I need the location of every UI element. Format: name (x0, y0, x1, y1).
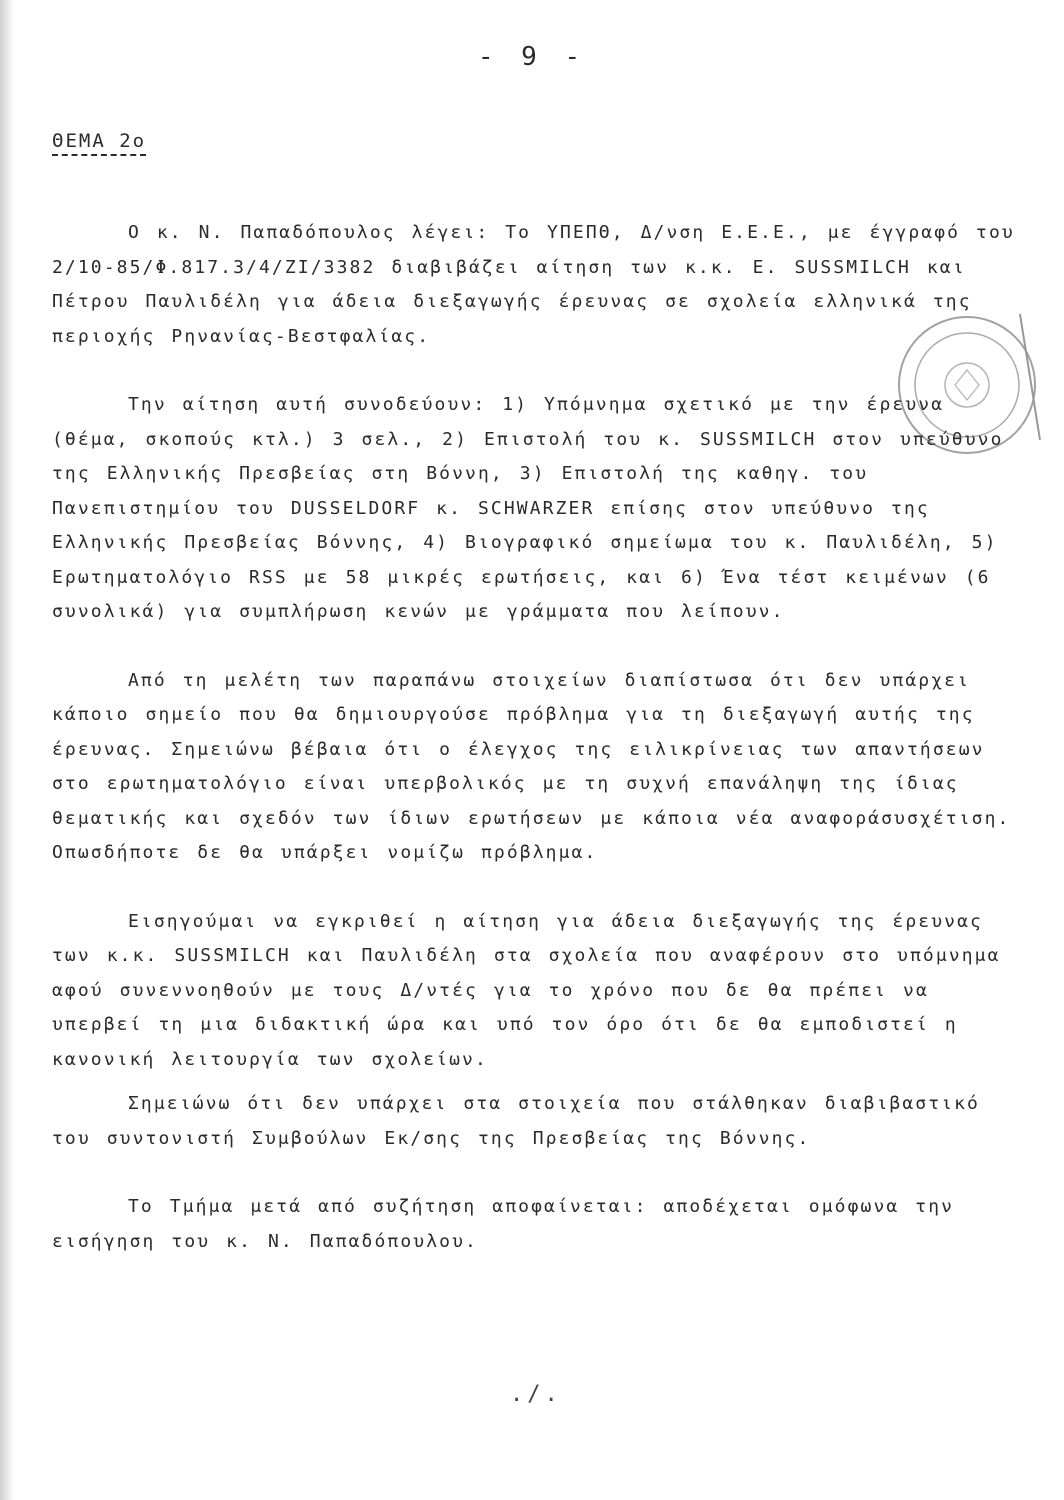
paragraph-decision (52, 1190, 1022, 1259)
continuation-mark: ./. (510, 1382, 562, 1407)
paragraph-note (52, 1087, 1022, 1156)
page-number: - 9 - (477, 42, 587, 72)
paragraph-text: Το Τμήμα μετά από συζήτηση αποφαίνεται: αποδέχεται ομόφωνα την εισήγηση του κ. Ν. Παπαδόπουλου. (52, 1196, 955, 1252)
paragraph-attachments (52, 388, 1022, 630)
paragraph-assessment (52, 664, 1022, 871)
paragraph-request (52, 216, 1022, 354)
paragraph-text: Σημειώνω ότι δεν υπάρχει στα στοιχεία που στάλθηκαν διαβιβαστικό του συντονιστή Συμβούλων Εκ/σης της Πρεσβείας της Βόννης. (52, 1093, 980, 1149)
official-seal-stamp (892, 310, 1042, 460)
paragraph-recommendation (52, 905, 1022, 1078)
document-body (52, 216, 1022, 1293)
section-title-text: ΘΕΜΑ 2ο (52, 130, 147, 152)
paragraph-text: Την αίτηση αυτή συνοδεύουν: 1) Υπόμνημα σχετικό με την έρευνα (θέμα, σκοπούς κτλ.) 3 σελ., 2) Επιστολή του κ. SUSSMILCH στον υπεύθυνο της Ελληνικής Πρεσβείας στη Βόννη, 3) Επιστολή της καθηγ. του Πανεπιστημίου του DUSSELDORF κ. SCHWARZER επίσης στον υπεύθυνο της Ελληνικής Πρεσβείας Βόννης, 4) Βιογραφικό σημείωμα του κ. Παυλιδέλη, 5) Ερωτηματολόγιο RSS με 58 μικρές ερωτήσεις, και 6) Ένα τέστ κειμένων (6 συνολικά) για συμπλήρωση κενών με γράμματα που λείπουν. (52, 394, 1004, 622)
paragraph-text: Από τη μελέτη των παραπάνω στοιχείων διαπίστωσα ότι δεν υπάρχει κάποιο σημείο που θα δημιουργούσε πρόβλημα για τη διεξαγωγή αυτής της έρευνας. Σημειώνω βέβαια ότι ο έλεγχος της ειλικρίνειας των απαντήσεων στο ερωτηματολόγιο είναι υπερβολικός με τη συχνή επανάληψη της ίδιας θεματικής και σχεδόν των ίδιων ερωτήσεων με κάποια νέα αναφοράσυσχέτιση. Οπωσδήποτε δε θα υπάρξει νομίζω πρόβλημα. (52, 669, 1011, 863)
section-title-underline (52, 154, 146, 156)
page-edge-shadow (0, 0, 14, 1500)
paragraph-text: Ο κ. Ν. Παπαδόπουλος λέγει: Το ΥΠΕΠΘ, Δ/νση Ε.Ε.Ε., με έγγραφό του 2/10-85/Φ.817.3/4/ΖΙ/3382 διαβιβάζει αίτηση των κ.κ. Ε. SUSSMILCH και Πέτρου Παυλιδέλη για άδεια διεξαγωγής έρευνας σε σχολεία ελληνικά της περιοχής Ρηνανίας-Βεστφαλίας. (52, 222, 1015, 347)
paragraph-text: Εισηγούμαι να εγκριθεί η αίτηση για άδεια διεξαγωγής της έρευνας των κ.κ. SUSSMILCH και Παυλιδέλη στα σχολεία που αναφέρουν στο υπόμνημα αφού συνεννοηθούν με τους Δ/ντές για το χρόνο που δε θα πρέπει να υπερβεί τη μια διδακτική ώρα και υπό τον όρο ότι δε θα εμποδιστεί η κανονική λειτουργία των σχολείων. (52, 910, 1001, 1070)
section-title (52, 130, 146, 156)
